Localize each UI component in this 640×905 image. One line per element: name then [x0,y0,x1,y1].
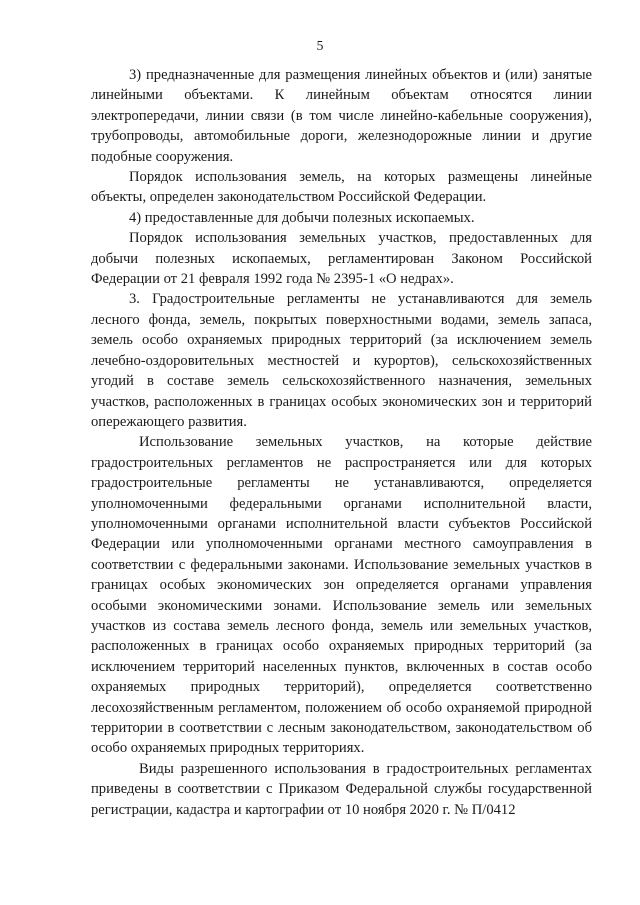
paragraph-mineral-extraction: 4) предоставленные для добычи полезных ископаемых. [129,209,475,226]
paragraph-mineral-extraction-usage: Порядок использования земельных участков, предоставленных для добычи полезных ископаемых, регламентирован Законом Российской Федерации от 21 февраля 1992 года № 2395-1 «О недрах». [91,230,592,288]
paragraph-linear-objects: 3) предназначенные для размещения линейных объектов и (или) занятые линейными объектами. К линейным объектам относятся линии электропередачи, линии связи (в том числе линейно-кабельные сооружения), трубопроводы, автомобильные дороги, железнодорожные линии и другие подобные сооружения. [91,67,592,165]
paragraph-land-usage-authorities: Использование земельных участков, на которые действие градостроительных регламентов не распространяется или для которых градостроительные регламенты не устанавливаются, определяется уполномоченными федеральными органами исполнительной власти, уполномоченными органами исполнительной власти субъектов Российской Федерации или уполномоченными органами местного самоуправления в соответствии с федеральными законами. Использование земельных участков в границах особых экономических зон определяется органами управления особыми экономическими зонами. Использование земель или земельных участков из состава земель лесного фонда, земель или земельных участков, расположенных в границах особо охраняемых природных территорий (за исключением территорий населенных пунктов, включенных в состав особо охраняемых природных территорий), определяется соответственно лесохозяйственным регламентом, положением об особо охраняемой природной территории в соответствии с лесным законодательством, законодательством об особо охраняемых природных территориях. [91,434,592,757]
paragraph-linear-objects-usage: Порядок использования земель, на которых размещены линейные объекты, определен законодательством Российской Федерации. [91,169,592,206]
page-number: 5 [316,38,324,53]
paragraph-permitted-use-types: Виды разрешенного использования в градостроительных регламентах приведены в соответствии с Приказом Федеральной службы государственной регистрации, кадастра и картографии от 10 ноября 2020 г. № П/0412 [91,760,592,818]
paragraph-regulations-not-established: 3. Градостроительные регламенты не устанавливаются для земель лесного фонда, земель, покрытых поверхностными водами, земель запаса, земель особо охраняемых природных территорий (за исключением земель лечебно-оздоровительных местностей и курортов), сельскохозяйственных угодий в составе земель сельскохозяйственного назначения, земельных участков, расположенных в границах особых экономических зон и территорий опережающего развития. [91,291,592,430]
document-body [91,65,592,820]
